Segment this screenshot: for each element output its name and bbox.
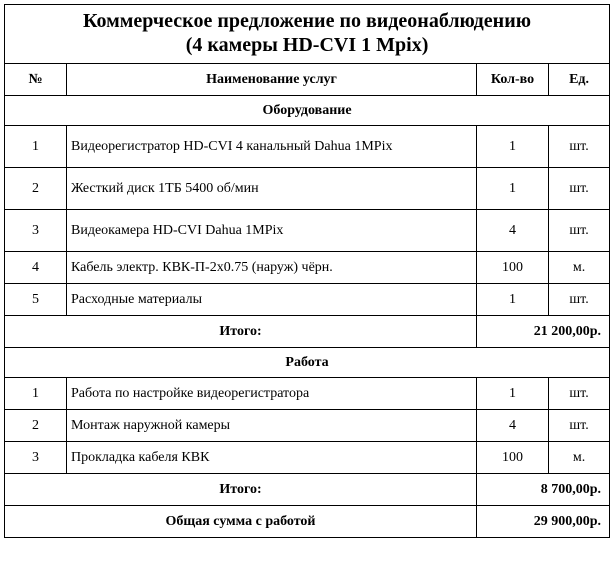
work-total-value: 8 700,00р. xyxy=(477,474,610,506)
row-unit: шт. xyxy=(549,126,610,168)
row-unit: шт. xyxy=(549,410,610,442)
grand-total-row xyxy=(5,506,610,538)
work-total-row xyxy=(5,474,610,506)
row-name: Кабель электр. КВК-П-2х0.75 (наруж) чёрн. xyxy=(67,252,477,284)
row-num: 3 xyxy=(5,442,67,474)
row-qty: 100 xyxy=(477,252,549,284)
section-row-equipment xyxy=(5,96,610,126)
row-unit: шт. xyxy=(549,378,610,410)
table-row xyxy=(5,168,610,210)
header-qty: Кол-во xyxy=(477,64,549,96)
row-name: Монтаж наружной камеры xyxy=(67,410,477,442)
header-name: Наименование услуг xyxy=(67,64,477,96)
row-qty: 1 xyxy=(477,378,549,410)
table-row xyxy=(5,210,610,252)
row-unit: шт. xyxy=(549,284,610,316)
section-equipment: Оборудование xyxy=(5,96,610,126)
row-name: Жесткий диск 1ТБ 5400 об/мин xyxy=(67,168,477,210)
row-qty: 4 xyxy=(477,210,549,252)
row-name: Видеокамера HD-CVI Dahua 1MPix xyxy=(67,210,477,252)
document-title xyxy=(5,5,610,64)
row-num: 1 xyxy=(5,378,67,410)
table-row xyxy=(5,284,610,316)
header-row xyxy=(5,64,610,96)
row-unit: шт. xyxy=(549,168,610,210)
row-num: 4 xyxy=(5,252,67,284)
title-line-1: Коммерческое предложение по видеонаблюдению xyxy=(83,10,532,32)
row-name: Прокладка кабеля КВК xyxy=(67,442,477,474)
offer-table xyxy=(4,4,610,538)
table-row xyxy=(5,126,610,168)
row-unit: м. xyxy=(549,252,610,284)
title-row xyxy=(5,5,610,64)
title-line-2: (4 камеры HD-CVI 1 Mpix) xyxy=(185,34,429,56)
row-qty: 1 xyxy=(477,168,549,210)
work-total-label: Итого: xyxy=(5,474,477,506)
row-unit: шт. xyxy=(549,210,610,252)
equipment-total-label: Итого: xyxy=(5,316,477,348)
row-qty: 100 xyxy=(477,442,549,474)
row-num: 1 xyxy=(5,126,67,168)
grand-total-value: 29 900,00р. xyxy=(477,506,610,538)
row-num: 2 xyxy=(5,168,67,210)
row-name: Расходные материалы xyxy=(67,284,477,316)
row-qty: 1 xyxy=(477,126,549,168)
row-unit: м. xyxy=(549,442,610,474)
row-name: Видеорегистратор HD-CVI 4 канальный Dahua 1MPix xyxy=(67,126,477,168)
grand-total-label: Общая сумма с работой xyxy=(5,506,477,538)
row-num: 3 xyxy=(5,210,67,252)
equipment-total-row xyxy=(5,316,610,348)
table-row xyxy=(5,378,610,410)
equipment-total-value: 21 200,00р. xyxy=(477,316,610,348)
table-row xyxy=(5,442,610,474)
row-qty: 1 xyxy=(477,284,549,316)
table-row xyxy=(5,410,610,442)
section-work: Работа xyxy=(5,348,610,378)
row-qty: 4 xyxy=(477,410,549,442)
row-name: Работа по настройке видеорегистратора xyxy=(67,378,477,410)
section-row-work xyxy=(5,348,610,378)
header-num: № xyxy=(5,64,67,96)
table-row xyxy=(5,252,610,284)
header-unit: Ед. xyxy=(549,64,610,96)
row-num: 5 xyxy=(5,284,67,316)
row-num: 2 xyxy=(5,410,67,442)
